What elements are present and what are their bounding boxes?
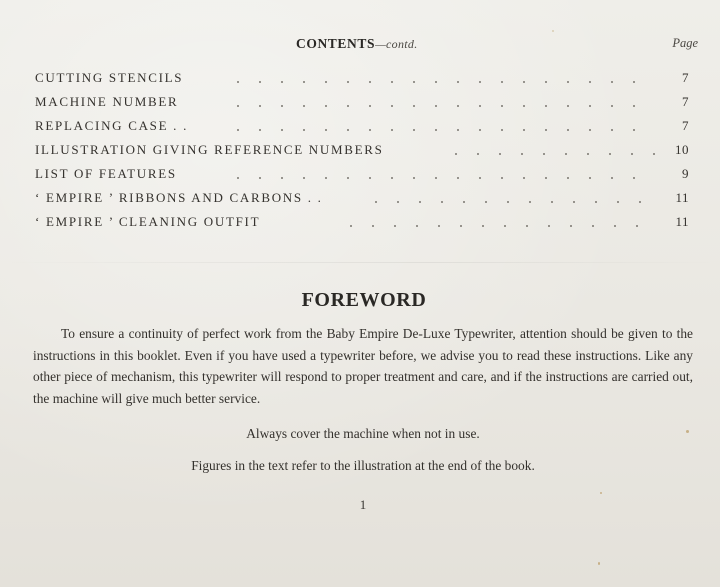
- toc-entry-page: 11: [675, 190, 689, 205]
- foreword-heading: FOREWORD: [301, 289, 427, 311]
- foreword-paragraph: To ensure a continuity of perfect work from the Baby Empire De-Luxe Typewriter, attention should be given to the instructions in this booklet. Even if you have used a typewriter before, we advise you to read these instructions. Like any other piece of mechanism, this typewriter will respond to proper treatment and care, and if the instructions are carried out, the machine will give much better service.: [33, 326, 693, 406]
- toc-entry-title: REPLACING CASE . .: [35, 118, 189, 133]
- toc-entry-title: LIST OF FEATURES: [35, 166, 177, 181]
- toc-entry: [35, 140, 695, 164]
- toc-entry-page: 10: [675, 142, 689, 157]
- toc-entry: [35, 116, 695, 140]
- figures-note: Figures in the text refer to the illustration at the end of the book.: [191, 458, 535, 473]
- toc-dot-leader: [227, 81, 655, 83]
- toc-entry-page: 7: [682, 118, 689, 133]
- contents-header: [0, 36, 720, 54]
- page-number: 1: [359, 497, 367, 512]
- toc-entry-title: ILLUSTRATION GIVING REFERENCE NUMBERS: [35, 142, 384, 157]
- toc-entry: [35, 68, 695, 92]
- contents-title-text: CONTENTS: [296, 36, 376, 51]
- toc-entry-page: 11: [675, 214, 689, 229]
- page-column-label: Page: [672, 36, 698, 50]
- toc-entry-title: ‘ EMPIRE ’ CLEANING OUTFIT: [35, 214, 261, 229]
- toc-dot-leader: [227, 177, 655, 179]
- page-fold-shadow: [0, 262, 720, 263]
- toc-dot-leader: [227, 105, 655, 107]
- foxing-spot: [686, 430, 689, 433]
- toc-entry-page: 7: [682, 94, 689, 109]
- toc-entry-title: ‘ EMPIRE ’ RIBBONS AND CARBONS . .: [35, 190, 323, 205]
- toc-dot-leader: [227, 129, 655, 131]
- contents-contd-suffix: —contd.: [375, 37, 418, 51]
- table-of-contents: [35, 68, 695, 236]
- toc-entry-title: MACHINE NUMBER: [35, 94, 179, 109]
- toc-entry: [35, 188, 695, 212]
- toc-dot-leader: [445, 153, 655, 155]
- toc-entry: [35, 212, 695, 236]
- toc-entry-page: 7: [682, 70, 689, 85]
- toc-entry: [35, 164, 695, 188]
- toc-entry-page: 9: [682, 166, 689, 181]
- foxing-spot: [552, 30, 554, 32]
- foxing-spot: [598, 562, 600, 565]
- contents-title: [296, 36, 418, 52]
- toc-dot-leader: [365, 201, 655, 203]
- foreword-body: [33, 323, 693, 409]
- foxing-spot: [600, 492, 602, 494]
- toc-entry: [35, 92, 695, 116]
- toc-dot-leader: [340, 225, 655, 227]
- cover-machine-note: Always cover the machine when not in use.: [246, 426, 480, 441]
- toc-entry-title: CUTTING STENCILS: [35, 70, 184, 85]
